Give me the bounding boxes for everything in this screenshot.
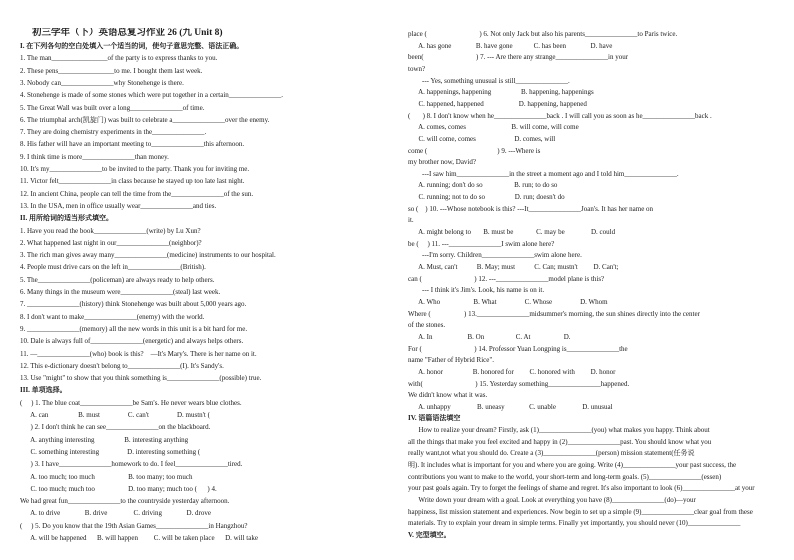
text-line: 明). It includes what is important for you and where you are going. Write (4)_______________your past success, the [408,461,737,470]
text-line: 4. People must drive cars on the left in_______________(British). [20,263,206,272]
text-line: 5. The Great Wall was built over a long_______________of time. [20,103,205,112]
text-line: so ( ) 10. ---Whose notebook is this? ---It_______________Joan's. It has her name on [408,204,654,213]
text-line: C. running; not to do so D. run; doesn't do [408,193,565,202]
text-line: 2. These pens________________to me. I bought them last week. [20,66,203,75]
section-heading: V. 完型填空。 [408,530,451,539]
text-line: We had great fun_______________to the countryside yesterday afternoon. [20,497,230,506]
text-line: A. to drive B. drive C. driving D. drove [20,509,211,518]
text-line: of the stones. [408,321,446,330]
section-heading: III. 单项选择。 [20,386,67,395]
text-line: 12. This e-dictionary doesn't belong to_______________(I). It's Sandy's. [20,361,224,370]
section-heading: I. 在下列各句的空白处填入一个适当的词，使句子意思完整、语法正确。 [20,42,244,50]
text-line: 2. What happened last night in our_______________(neighbor)? [20,238,202,247]
text-line: town? [408,64,426,73]
text-line: happiness, list mission statement and experiences. Now begin to set up a simple (9)_______________clear goal from these [408,507,753,516]
text-line: We didn't know what it was. [408,391,488,400]
section-heading: II. 用所给词的适当形式填空。 [20,214,113,223]
text-line: ( ) 1. The blue coat_______________be Sam's. He never wears blue clothes. [20,398,242,407]
text-line: A. unhappy B. uneasy C. unable D. unusual [408,402,613,411]
text-line: ---I saw him_______________in the street a moment ago and I told him_______________. [408,169,679,178]
text-line: Where ( ) 13._______________midsummer's morning, the sun shines directly into the center [408,309,700,318]
text-line: 4. Stonehenge is made of some stones which were put together in a certain_______________. [20,91,284,100]
text-line: --- I think it's Jim's. Look, his name is on it. [408,286,545,295]
text-line: A. running; don't do so B. run; to do so [408,181,558,190]
text-line: 11. Victor felt_______________in class because he stayed up too late last night. [20,177,245,186]
text-line: A. In B. On C. At D. [408,332,571,341]
text-line: 13. Use "might" to show that you think something is_______________(possible) true. [20,374,262,383]
text-line: contributions you want to make to the world, your short-term and long-term goals. (5)_______________(essen) [408,472,722,481]
text-line: 1. The man________________of the party is to express thanks to you. [20,54,218,63]
text-line: How to realize your dream? Firstly, ask (1)_______________(you) what makes you happy. Think about [408,426,710,435]
text-line: 7. They are doing chemistry experiments in the_______________. [20,128,207,137]
text-line: 9. I think time is more_______________than money. [20,152,169,161]
text-line: A. Who B. What C. Whose D. Whom [408,297,608,306]
text-line: A. anything interesting B. interesting anything [20,435,189,444]
text-line: 10. It's my_______________to be invited to the party. Thank you for inviting me. [20,165,250,173]
text-line: 3. The rich man gives away many_______________(medicine) instruments to our hospital. [20,251,276,260]
text-line: 7. _______________(history) think Stonehenge was built about 5,000 years ago. [20,300,247,309]
text-line: can ( ) 12. ---_______________model plane is this? [408,274,605,283]
text-line: place ( ) 6. Not only Jack but also his parents_______________to Paris twice. [408,30,678,38]
text-line: your past goals again. Try to forget the feelings of shame and regret. It's also important to look (6)_______________at your [408,484,755,493]
text-line: ---I'm sorry. Children_______________swim alone here. [408,251,582,260]
text-line: --- Yes, something unusual is still_______________. [408,76,570,85]
text-line: come ( ) 9. ---Where is [408,146,541,155]
text-line: C. too much; much too D. too many; much too ( ) 4. [20,484,217,493]
text-line: ) 3. I have_______________homework to do. I feel_______________tired. [20,460,243,469]
text-line: A. might belong to B. must be C. may be D. could [408,228,616,237]
text-line: ( ) 5. Do you know that the 19th Asian Games_______________in Hangzhou? [20,521,248,530]
text-line: materials. Try to explain your dream in simple terms. Finally yet importantly, you should never (10)_______________ [408,519,741,528]
text-line: A. honor B. honored for C. honored with D. honor [408,367,616,376]
text-line: 3. Nobody can_______________why Stonehenge is there. [20,78,184,87]
text-line: For ( ) 14. Professor Yuan Longping is_______________the [408,344,628,353]
text-line: it. [408,216,414,225]
text-line: 5. The_______________(policeman) are always ready to help others. [20,275,215,284]
text-line: 6. Many things in the museum were_______________(steal) last week. [20,288,221,296]
text-line: A. Must, can't B. May; must C. Can; mustn't D. Can't; [408,263,619,271]
text-line: really want,not what you should do. Create a (3)_______________(person) mission statement(任务说 [408,449,695,458]
text-line: my brother now, David? [408,158,476,167]
text-line: 1. Have you read the book_______________(write) by Lu Xun? [20,226,201,235]
text-line: 11. —_______________(who) book is this? —It's Mary's. There is her name on it. [20,349,257,358]
text-line: A. can B. must C. can't D. mustn't ( [20,411,210,419]
text-line: be ( ) 11. ---_______________I swim alone here? [408,239,555,248]
text-line: A. will be happened B. will happen C. will be taken place D. will take [20,534,258,542]
text-line: Write down your dream with a goal. Look at everything you have (8)_______________(do)—your [408,496,696,504]
text-line: 10. Dale is always full of_______________(energetic) and always helps others. [20,337,244,346]
text-line: 9. _______________(memory) all the new words in this unit is a bit hard for me. [20,324,248,333]
text-line: A. has gone B. have gone C. has been D. have [408,41,613,50]
text-line: A. too much; too much B. too many; too much [20,472,193,481]
text-line: 6. The triumphal arch(凯旋门) was built to celebrate a_______________over the enemy. [20,115,270,124]
text-line: A. happenings, happening B. happening, happenings [408,88,594,97]
text-line: name "Father of Hybrid Rice". [408,356,494,365]
text-line: C. something interesting D. interesting something ( [20,447,201,456]
text-line: 8. His father will have an important meeting to_______________this afternoon. [20,140,245,149]
text-line: ( ) 8. I don't know when he_______________back . I will call you as soon as he_______________back . [408,111,712,120]
worksheet-title: 初三学年（下）英语总复习作业 26 (九 Unit 8) [32,28,223,38]
text-line: A. comes, comes B. will come, will come [408,123,579,132]
text-line: 13. In the USA, men in office usually wear_______________and ties. [20,201,217,210]
section-heading: IV. 语篇语法填空 [408,414,461,423]
text-line: C. happened, happened D. happening, happened [408,99,587,108]
text-line: all the things that make you feel excited and happy in (2)_______________past. You should know what you [408,437,712,446]
text-line: C. will come, comes D. comes, will [408,134,556,143]
text-line: 8. I don't want to make_______________(enemy) with the world. [20,312,205,321]
text-line: 12. In ancient China, people can tell the time from the_______________of the sun. [20,189,254,198]
text-line: ) 2. I don't think he can see_______________on the blackboard. [20,423,211,432]
text-line: been( ) 7. --- Are there any strange_______________in your [408,53,629,62]
text-line: with( ) 15. Yesterday something_______________happened. [408,379,630,388]
